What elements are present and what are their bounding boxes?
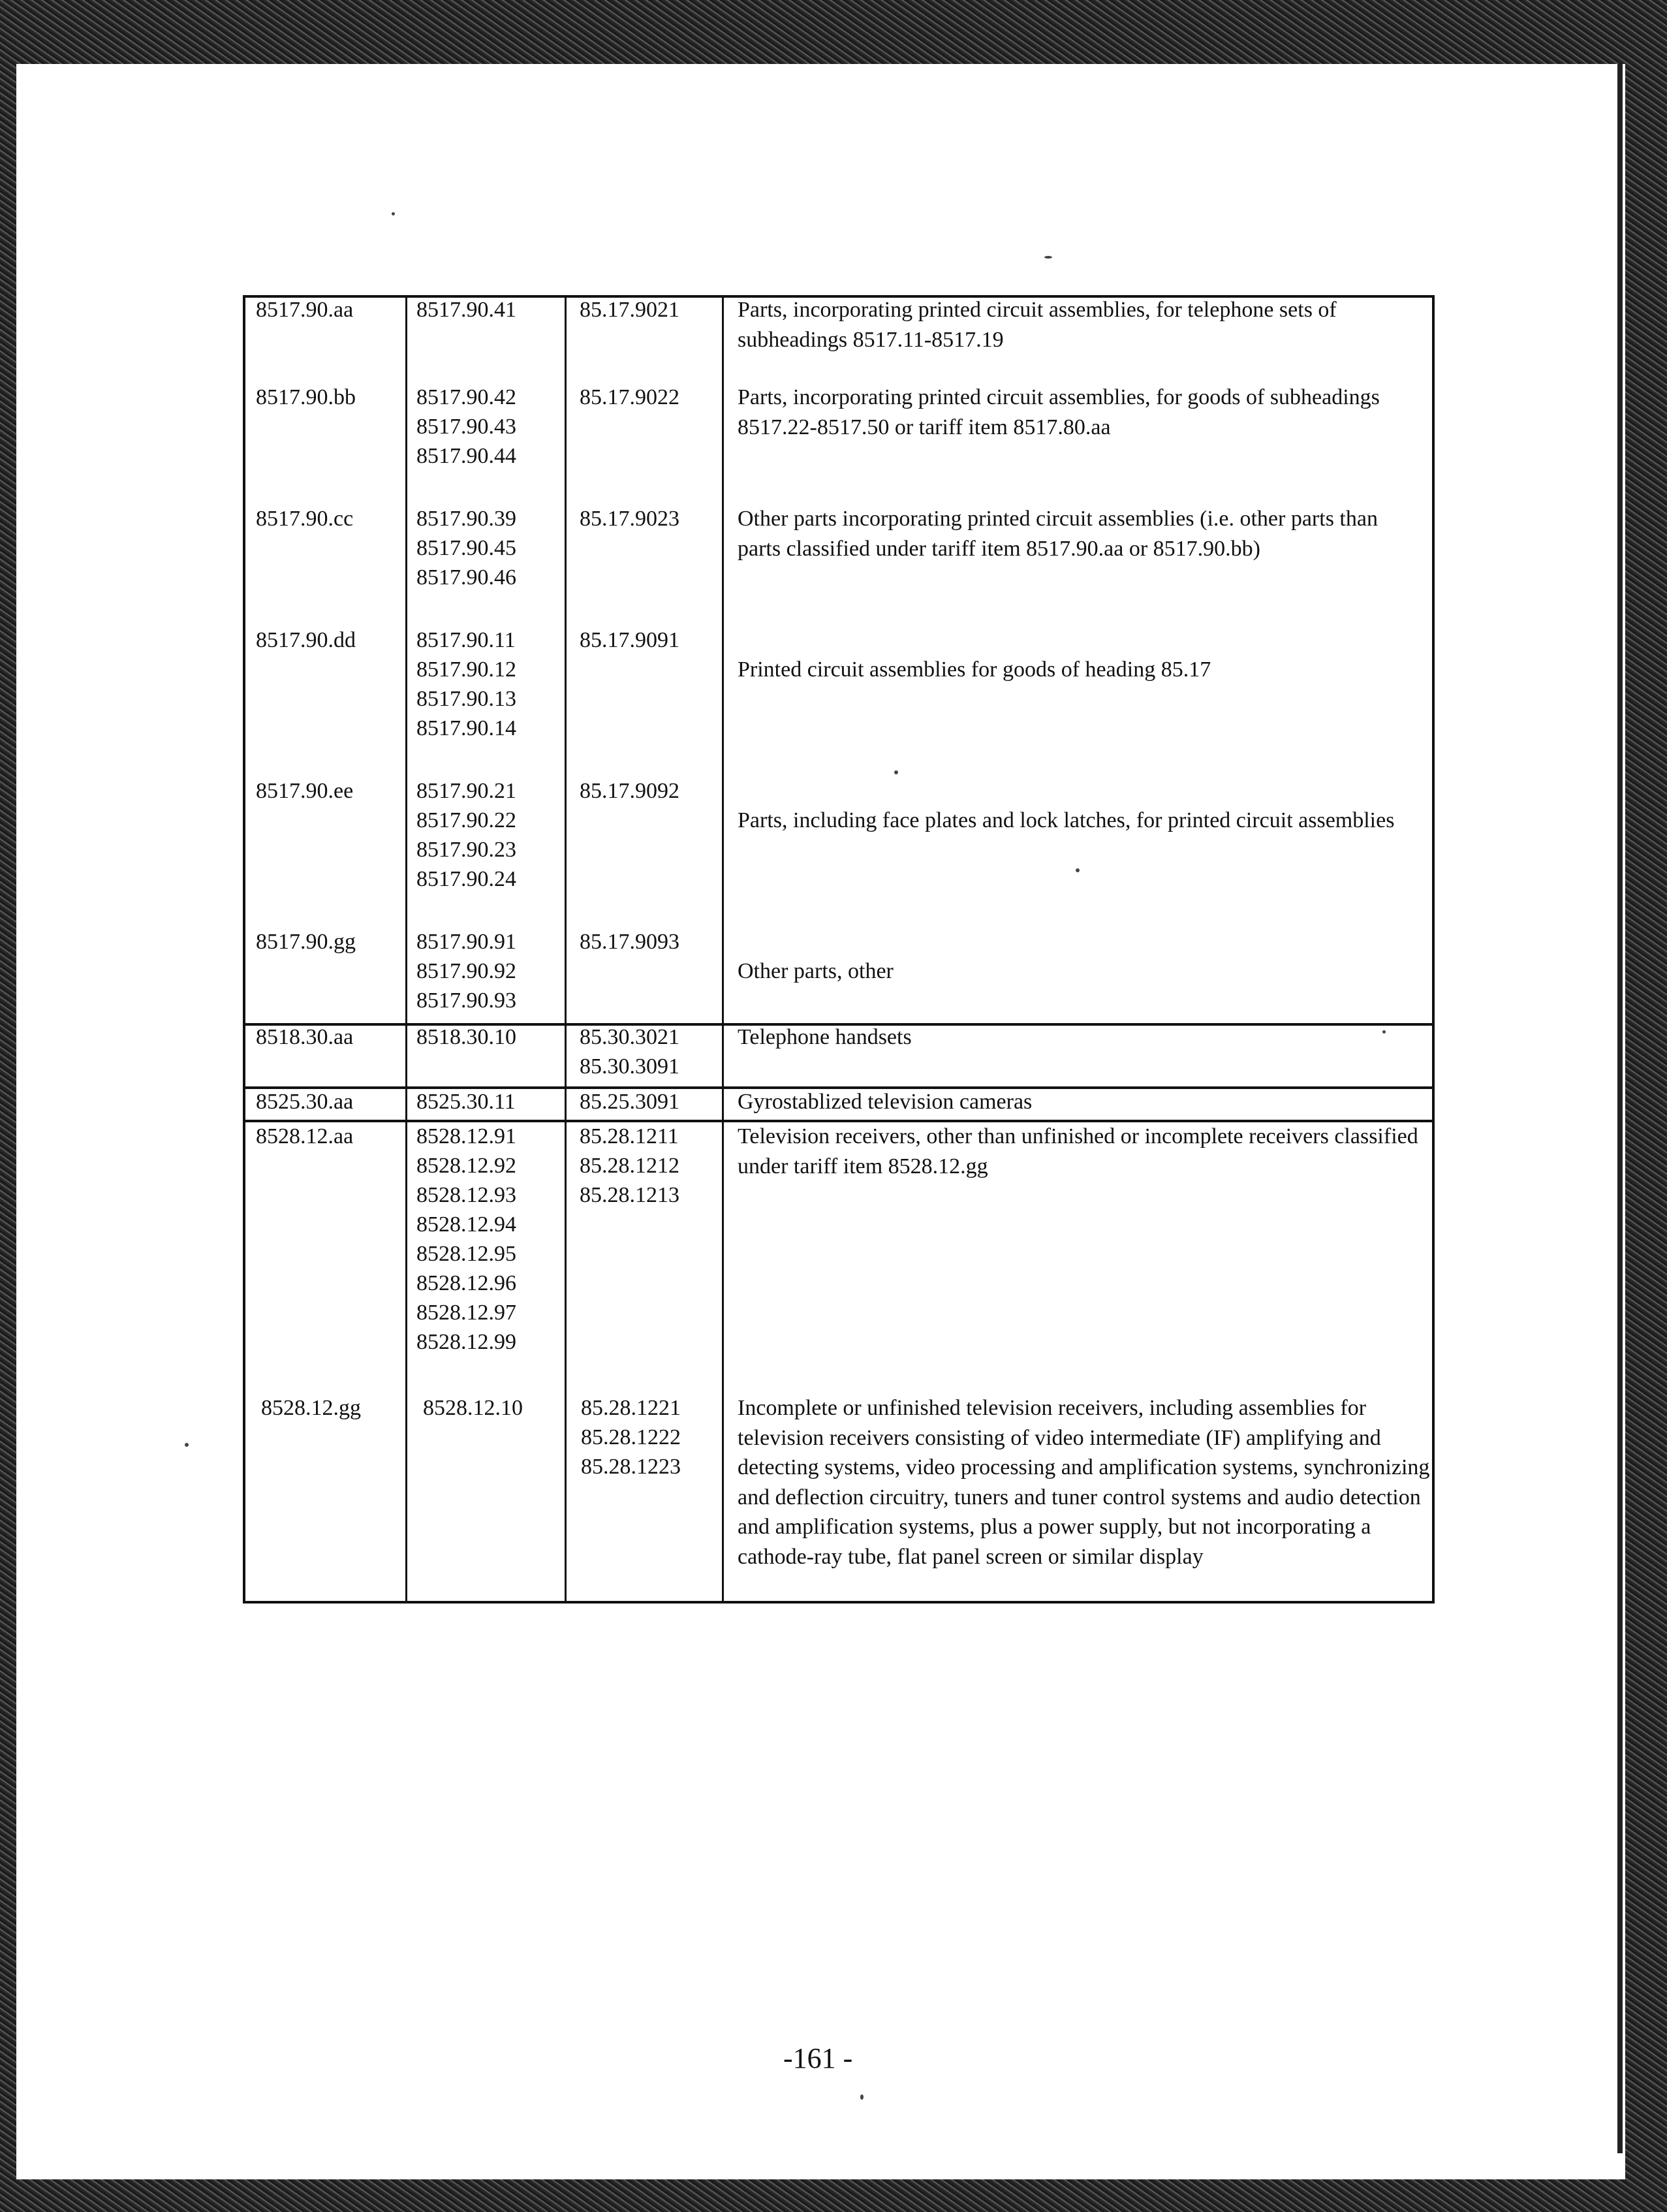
code-cell: 8517.90.13 xyxy=(416,687,516,711)
scan-speck xyxy=(185,1443,189,1447)
description-cell: Gyrostablized television cameras xyxy=(738,1090,1033,1114)
code-cell: 8517.90.12 xyxy=(416,657,516,682)
tariff-item-cell: 8528.12.gg xyxy=(261,1396,361,1420)
code-cell: 8528.12.92 xyxy=(416,1154,516,1178)
tariff-item-cell: 8518.30.aa xyxy=(256,1025,354,1049)
code-cell: 85.28.1212 xyxy=(580,1154,679,1178)
tariff-item-cell: 8517.90.ee xyxy=(256,779,354,803)
scan-speck xyxy=(392,212,395,215)
tariff-item-cell: 8517.90.aa xyxy=(256,298,354,322)
code-cell: 8517.90.21 xyxy=(416,779,516,803)
description-cell: Parts, incorporating printed circuit assemblies, for telephone sets of subheadings 8517.11-8517.19 xyxy=(738,298,1337,352)
code-cell: 8528.12.95 xyxy=(416,1242,516,1266)
page-edge-shadow xyxy=(1617,64,1623,2153)
scan-speck xyxy=(860,2094,864,2100)
code-cell: 8517.90.41 xyxy=(416,298,516,322)
code-cell: 85.28.1222 xyxy=(581,1425,681,1449)
description-cell: Incomplete or unfinished television receivers, including assemblies for television receivers consisting of video intermediate (IF) amplifying and detecting systems, video processing and amplification systems, synchronizing and deflection circuitry, tuners and tuner control systems and audio detection and amplification systems, plus a power supply, but not incorporating a cathode-ray tube, flat panel screen or similar display xyxy=(738,1396,1430,1569)
tariff-item-cell: 8528.12.aa xyxy=(256,1124,354,1148)
code-cell: 8517.90.93 xyxy=(416,988,516,1013)
description-cell: Parts, including face plates and lock latches, for printed circuit assemblies xyxy=(738,808,1395,832)
code-cell: 8528.12.99 xyxy=(416,1330,516,1354)
tariff-table xyxy=(243,295,1435,1604)
code-cell: 85.17.9093 xyxy=(580,930,679,954)
tariff-item-cell: 8517.90.gg xyxy=(256,930,356,954)
code-cell: 85.28.1223 xyxy=(581,1455,681,1479)
code-cell: 8517.90.45 xyxy=(416,536,516,560)
scan-speck xyxy=(1044,256,1052,259)
code-cell: 85.28.1213 xyxy=(580,1183,679,1207)
code-cell: 8517.90.92 xyxy=(416,959,516,983)
column-divider xyxy=(722,298,724,1601)
description-cell: Parts, incorporating printed circuit assemblies, for goods of subheadings 8517.22-8517.50 or tariff item 8517.80.aa xyxy=(738,385,1380,439)
code-cell: 8528.12.97 xyxy=(416,1301,516,1325)
description-cell: Telephone handsets xyxy=(738,1025,912,1049)
code-cell: 8517.90.44 xyxy=(416,444,516,468)
code-cell: 8517.90.42 xyxy=(416,385,516,409)
code-cell: 8517.90.39 xyxy=(416,507,516,531)
tariff-item-cell: 8517.90.dd xyxy=(256,628,356,652)
code-cell: 8517.90.23 xyxy=(416,838,516,862)
code-cell: 85.17.9092 xyxy=(580,779,679,803)
code-cell: 85.30.3021 xyxy=(580,1025,679,1049)
tariff-item-cell: 8517.90.bb xyxy=(256,385,356,409)
column-divider xyxy=(565,298,567,1601)
page-number: -161 - xyxy=(783,2042,853,2074)
code-cell: 8517.90.91 xyxy=(416,930,516,954)
code-cell: 8517.90.22 xyxy=(416,808,516,832)
code-cell: 8528.12.93 xyxy=(416,1183,516,1207)
description-cell: Television receivers, other than unfinished or incomplete receivers classified under tariff item 8528.12.gg xyxy=(738,1124,1418,1178)
code-cell: 8518.30.10 xyxy=(416,1025,516,1049)
code-cell: 8517.90.24 xyxy=(416,867,516,891)
code-cell: 85.17.9091 xyxy=(580,628,679,652)
description-cell: Printed circuit assemblies for goods of heading 85.17 xyxy=(738,657,1211,682)
code-cell: 85.17.9021 xyxy=(580,298,679,322)
code-cell: 85.30.3091 xyxy=(580,1054,679,1079)
code-cell: 85.28.1221 xyxy=(581,1396,681,1420)
code-cell: 85.25.3091 xyxy=(580,1090,679,1114)
description-cell: Other parts incorporating printed circuit assemblies (i.e. other parts than parts classified under tariff item 8517.90.aa or 8517.90.bb) xyxy=(738,507,1378,561)
code-cell: 8528.12.10 xyxy=(423,1396,523,1420)
code-cell: 85.28.1211 xyxy=(580,1124,679,1148)
tariff-item-cell: 8525.30.aa xyxy=(256,1090,354,1114)
code-cell: 8517.90.14 xyxy=(416,716,516,740)
code-cell: 8525.30.11 xyxy=(416,1090,516,1114)
code-cell: 8528.12.91 xyxy=(416,1124,516,1148)
column-divider xyxy=(405,298,407,1601)
code-cell: 85.17.9023 xyxy=(580,507,679,531)
code-cell: 8517.90.46 xyxy=(416,565,516,590)
description-cell: Other parts, other xyxy=(738,959,894,983)
code-cell: 85.17.9022 xyxy=(580,385,679,409)
tariff-item-cell: 8517.90.cc xyxy=(256,507,354,531)
code-cell: 8528.12.96 xyxy=(416,1271,516,1295)
code-cell: 8517.90.11 xyxy=(416,628,516,652)
code-cell: 8528.12.94 xyxy=(416,1212,516,1237)
code-cell: 8517.90.43 xyxy=(416,415,516,439)
